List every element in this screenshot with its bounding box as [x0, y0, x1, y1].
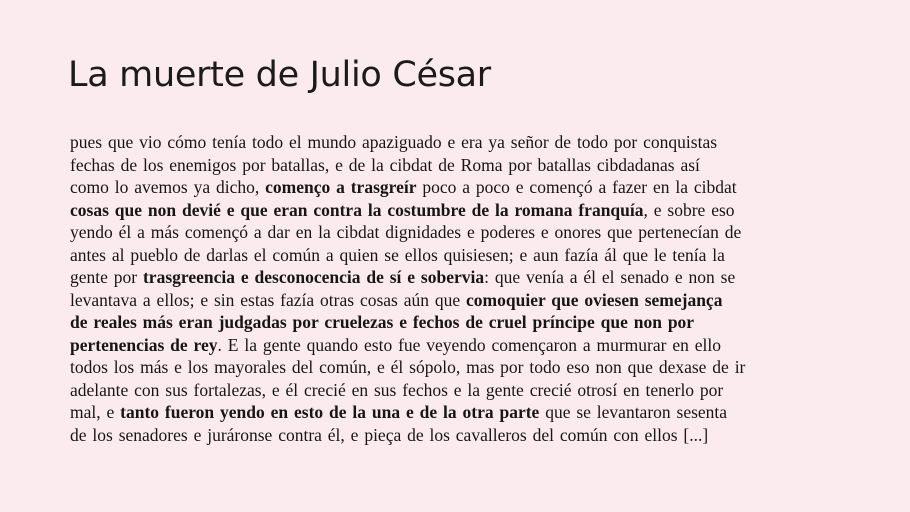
text-line — [70, 244, 860, 267]
text-span: levantava a ellos; e sin estas fazía otras cosas aún que — [70, 289, 467, 310]
text-line — [70, 424, 860, 447]
text-line — [70, 199, 860, 222]
text-span: pues que vio cómo tenía todo el mundo apaziguado e era ya señor de todo por conquistas — [70, 132, 718, 152]
text-span: : que venía a él el senado e non se — [484, 267, 736, 287]
text-span: de los senadores e juráronse contra él, e pieça de los cavalleros del común con ellos [...] — [70, 424, 709, 445]
bold-phrase: trasgreencia e desconocencia de sí e sobervia — [142, 267, 485, 287]
text-span: yendo él a más començó a dar en la cibdat dignidades e poderes e onores que pertenecían de — [70, 222, 742, 242]
bold-phrase: començo a trasgreír — [265, 177, 417, 197]
slide-body-text — [70, 131, 860, 446]
text-line — [70, 289, 860, 312]
text-span: fechas de los enemigos por batallas, e de la cibdat de Roma por batallas cibdadanas así — [70, 154, 700, 175]
text-span: adelante con sus fortalezas, e él crecié en sus fechos e la gente crecié otrosí en tenerlo por — [70, 379, 724, 400]
text-line — [70, 176, 860, 199]
bold-phrase: comoquier que oviesen semejança — [466, 289, 723, 310]
text-line — [70, 401, 860, 424]
text-line — [70, 356, 860, 379]
text-line — [70, 266, 860, 289]
slide-title: La muerte de Julio César — [68, 55, 491, 95]
text-line — [70, 379, 860, 402]
text-span: como lo avemos ya dicho, — [70, 177, 266, 197]
text-span: todos los más e los mayorales del común, e él sópolo, mas por todo eso non que dexase de ir — [70, 357, 746, 377]
text-span: gente por — [70, 267, 143, 287]
text-span: antes al pueblo de darlas el común a quien se ellos quisiesen; e aun fazía ál que le tenía la — [70, 244, 725, 265]
text-span: poco a poco e començó a fazer en la cibdat — [416, 177, 737, 197]
text-line — [70, 131, 860, 154]
text-span: , e sobre eso — [643, 199, 735, 220]
text-span: que se levantaron sesenta — [539, 402, 728, 422]
text-line — [70, 311, 860, 334]
text-line — [70, 221, 860, 244]
text-span: mal, e — [70, 402, 121, 422]
text-span: . E la gente quando esto fue veyendo començaron a murmurar en ello — [217, 334, 721, 355]
bold-phrase: pertenencias de rey — [70, 334, 218, 355]
bold-phrase: de reales más eran judgadas por cruelezas e fechos de cruel príncipe que non por — [70, 312, 695, 332]
text-line — [70, 154, 860, 177]
bold-phrase: tanto fueron yendo en esto de la una e de la otra parte — [120, 402, 540, 422]
text-line — [70, 334, 860, 357]
bold-phrase: cosas que non devié e que eran contra la costumbre de la romana franquía — [70, 199, 644, 220]
